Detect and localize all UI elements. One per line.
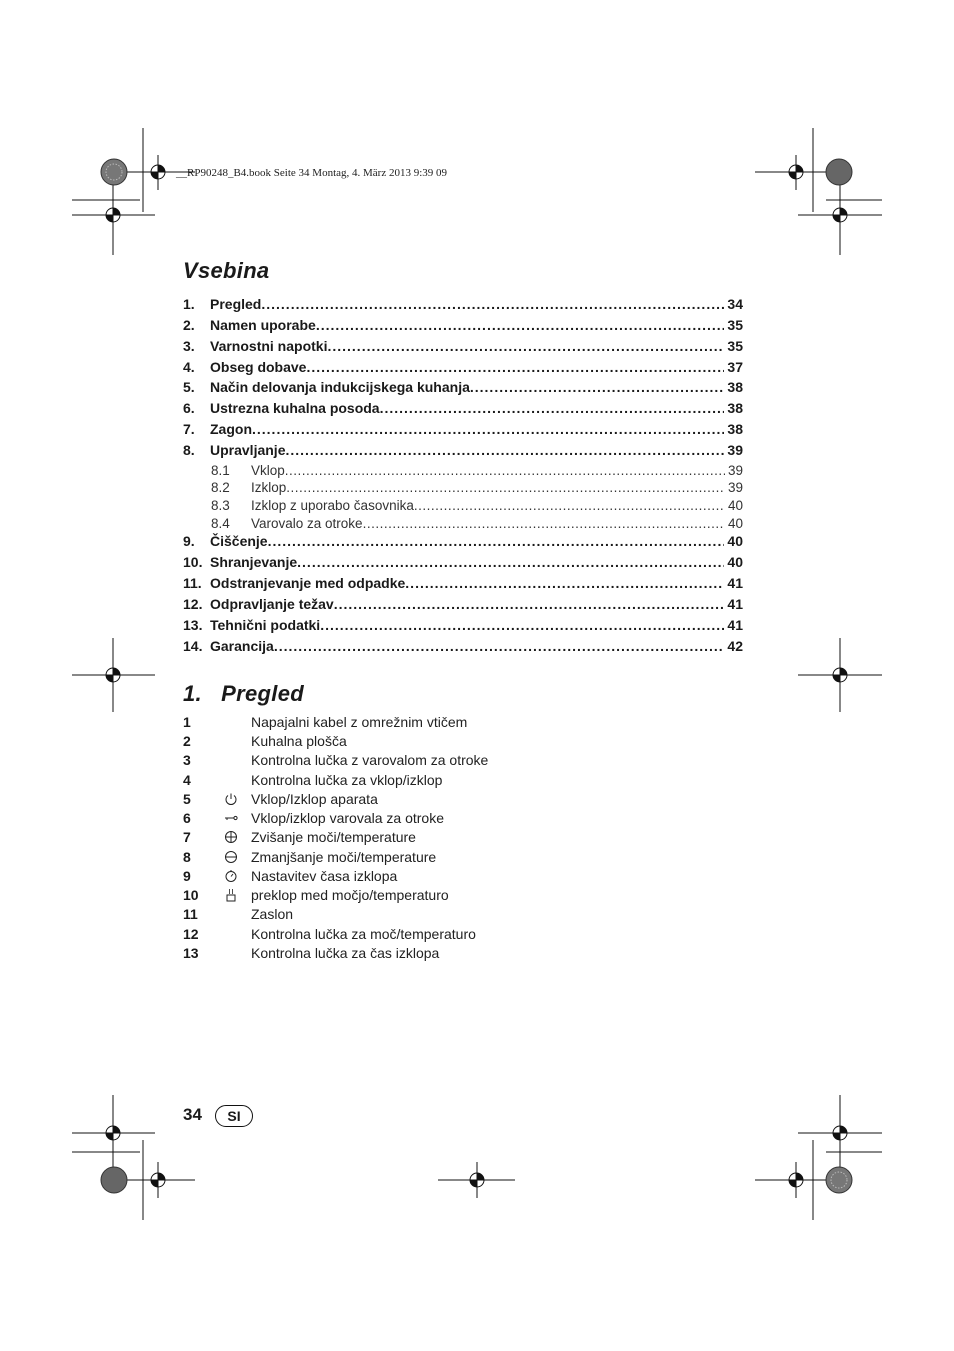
part-item (183, 827, 416, 846)
toc-entry-number: 1. (183, 296, 195, 312)
toc-entry-number: 2. (183, 317, 195, 333)
part-number: 5 (183, 790, 191, 807)
toc-leader (405, 575, 724, 591)
part-label: Kontrolna lučka za čas izklopa (251, 944, 440, 961)
toc-entry-label: Ustrezna kuhalna posoda (210, 400, 380, 416)
toc-entry (183, 338, 743, 358)
toc-entry (183, 296, 743, 316)
toc-entry (183, 638, 743, 658)
part-number: 9 (183, 867, 191, 884)
toc-subentry-number: 8.4 (211, 516, 230, 531)
part-item (183, 943, 439, 962)
toc-subentry-number: 8.1 (211, 463, 230, 478)
toc-entry-page: 41 (727, 575, 743, 591)
toc-leader (286, 480, 725, 495)
toc-entry-number: 4. (183, 359, 195, 375)
toc-subentry (211, 498, 743, 516)
toc-entry (183, 359, 743, 379)
toc-subentry-page: 40 (727, 516, 743, 531)
toc-entry-label: Odstranjevanje med odpadke (210, 575, 406, 591)
part-number: 13 (183, 944, 199, 961)
part-item (183, 712, 467, 731)
toc-subentry-page: 39 (727, 480, 743, 495)
toc-subentry-number: 8.2 (211, 480, 230, 495)
part-label: Nastavitev časa izklopa (251, 867, 398, 884)
toc-subentry-page: 40 (727, 498, 743, 513)
toc-entry-number: 9. (183, 533, 195, 549)
toc-entry-page: 41 (727, 596, 743, 612)
toc-entry-page: 39 (727, 442, 743, 458)
toc-entry-label: Odpravljanje težav (210, 596, 334, 612)
toc-entry (183, 442, 743, 462)
toc-leader (252, 421, 724, 437)
toc-leader (268, 533, 725, 549)
part-number: 4 (183, 771, 191, 788)
toc-leader (380, 400, 725, 416)
toc-entry (183, 596, 743, 616)
toc-leader (306, 359, 724, 375)
part-item (183, 789, 378, 808)
toc-entry-label: Shranjevanje (210, 554, 298, 570)
part-item (183, 808, 444, 827)
toc-subentry (211, 480, 743, 498)
part-label: Vklop/izklop varovala za otroke (251, 809, 444, 826)
toc-entry-label: Način delovanja indukcijskega kuhanja (210, 379, 470, 395)
toc-entry (183, 379, 743, 399)
toc-entry-label: Obseg dobave (210, 359, 307, 375)
part-label: Kontrolna lučka za moč/temperaturo (251, 925, 476, 942)
toc-entry-number: 7. (183, 421, 195, 437)
toc-entry (183, 554, 743, 574)
toc-entry-label: Čiščenje (210, 533, 268, 549)
part-label: Zaslon (251, 905, 294, 922)
toc-title: Vsebina (183, 258, 270, 283)
toc-entry-number: 13. (183, 617, 203, 633)
toc-entry-label: Tehnični podatki (210, 617, 321, 633)
toc-subentry-page: 39 (727, 463, 743, 478)
page-number: 34 (183, 1105, 202, 1124)
toc-entry-page: 37 (727, 359, 743, 375)
toc-entry-page: 34 (727, 296, 743, 312)
part-number: 1 (183, 713, 191, 730)
part-number: 2 (183, 732, 191, 749)
toc-leader (316, 317, 725, 333)
toc-entry-label: Garancija (210, 638, 274, 654)
toc-leader (297, 554, 724, 570)
toc-entry-number: 8. (183, 442, 195, 458)
toc-entry-label: Namen uporabe (210, 317, 316, 333)
minus-circle-icon (211, 850, 251, 864)
toc-entry-page: 40 (727, 533, 743, 549)
toc-entry-page: 42 (727, 638, 743, 654)
toc-entry-number: 3. (183, 338, 195, 354)
toc-subentry-number: 8.3 (211, 498, 230, 513)
toc-leader (363, 516, 725, 531)
part-number: 8 (183, 848, 191, 865)
part-label: Kontrolna lučka z varovalom za otroke (251, 751, 489, 768)
plus-circle-icon (211, 830, 251, 844)
part-label: preklop med močjo/temperaturo (251, 886, 449, 903)
toc-entry (183, 421, 743, 441)
part-item (183, 866, 397, 885)
toc-subentry-label: Izklop z uporabo časovnika (251, 498, 414, 513)
power-icon (211, 792, 251, 806)
toc-leader (274, 638, 725, 654)
part-label: Zmanjšanje moči/temperature (251, 848, 437, 865)
toc-entry-page: 38 (727, 400, 743, 416)
part-number: 6 (183, 809, 191, 826)
toc-entry-page: 35 (727, 317, 743, 333)
toc-entry-page: 41 (727, 617, 743, 633)
toc-entry-number: 5. (183, 379, 195, 395)
toc-subentry (211, 463, 743, 481)
part-item (183, 731, 347, 750)
toc-subentry-label: Vklop (251, 463, 285, 478)
toc-leader (285, 463, 725, 478)
toc-entry-label: Pregled (210, 296, 262, 312)
toc-entry (183, 575, 743, 595)
toc-entry-number: 14. (183, 638, 203, 654)
part-label: Zvišanje moči/temperature (251, 828, 416, 845)
print-header: __RP90248_B4.book Seite 34 Montag, 4. März 2013 9:39 09 (176, 167, 448, 179)
part-number: 12 (183, 925, 199, 942)
toc-entry-page: 35 (727, 338, 743, 354)
part-label: Napajalni kabel z omrežnim vtičem (251, 713, 468, 730)
section-title: 1. Pregled (183, 681, 304, 706)
toc-entry-label: Varnostni napotki (210, 338, 328, 354)
toc-entry (183, 533, 743, 553)
toc-leader (261, 296, 724, 312)
language-badge: SI (215, 1105, 253, 1127)
part-number: 3 (183, 751, 191, 768)
toc-leader (327, 338, 724, 354)
toc-entry-page: 40 (727, 554, 743, 570)
part-label: Kontrolna lučka za vklop/izklop (251, 771, 443, 788)
toc-subentry-label: Izklop (251, 480, 287, 495)
part-item (183, 770, 442, 789)
toc-entry-page: 38 (727, 379, 743, 395)
toc-entry (183, 400, 743, 420)
key-icon (211, 813, 251, 823)
part-number: 10 (183, 886, 199, 903)
toc-entry (183, 317, 743, 337)
toc-leader (414, 498, 725, 513)
toc-entry-number: 11. (183, 575, 202, 591)
toc-entry-label: Upravljanje (210, 442, 286, 458)
part-number: 11 (183, 905, 198, 922)
toc-leader (334, 596, 725, 612)
part-item (183, 885, 449, 904)
toc-leader (470, 379, 725, 395)
part-item (183, 750, 488, 769)
part-number: 7 (183, 828, 191, 845)
toc-entry-number: 12. (183, 596, 203, 612)
part-label: Vklop/Izklop aparata (251, 790, 378, 807)
toc-entry-page: 38 (727, 421, 743, 437)
thermometer-pot-icon (211, 888, 251, 902)
toc-entry-label: Zagon (210, 421, 252, 437)
timer-icon (211, 869, 251, 883)
toc-entry-number: 6. (183, 400, 195, 416)
toc-leader (285, 442, 724, 458)
toc-subentry-label: Varovalo za otroke (251, 516, 363, 531)
part-item (183, 904, 293, 923)
toc-subentry (211, 516, 743, 534)
part-label: Kuhalna plošča (251, 732, 347, 749)
toc-entry-number: 10. (183, 554, 203, 570)
part-item (183, 924, 476, 943)
part-item (183, 847, 436, 866)
toc-leader (320, 617, 724, 633)
toc-entry (183, 617, 743, 637)
